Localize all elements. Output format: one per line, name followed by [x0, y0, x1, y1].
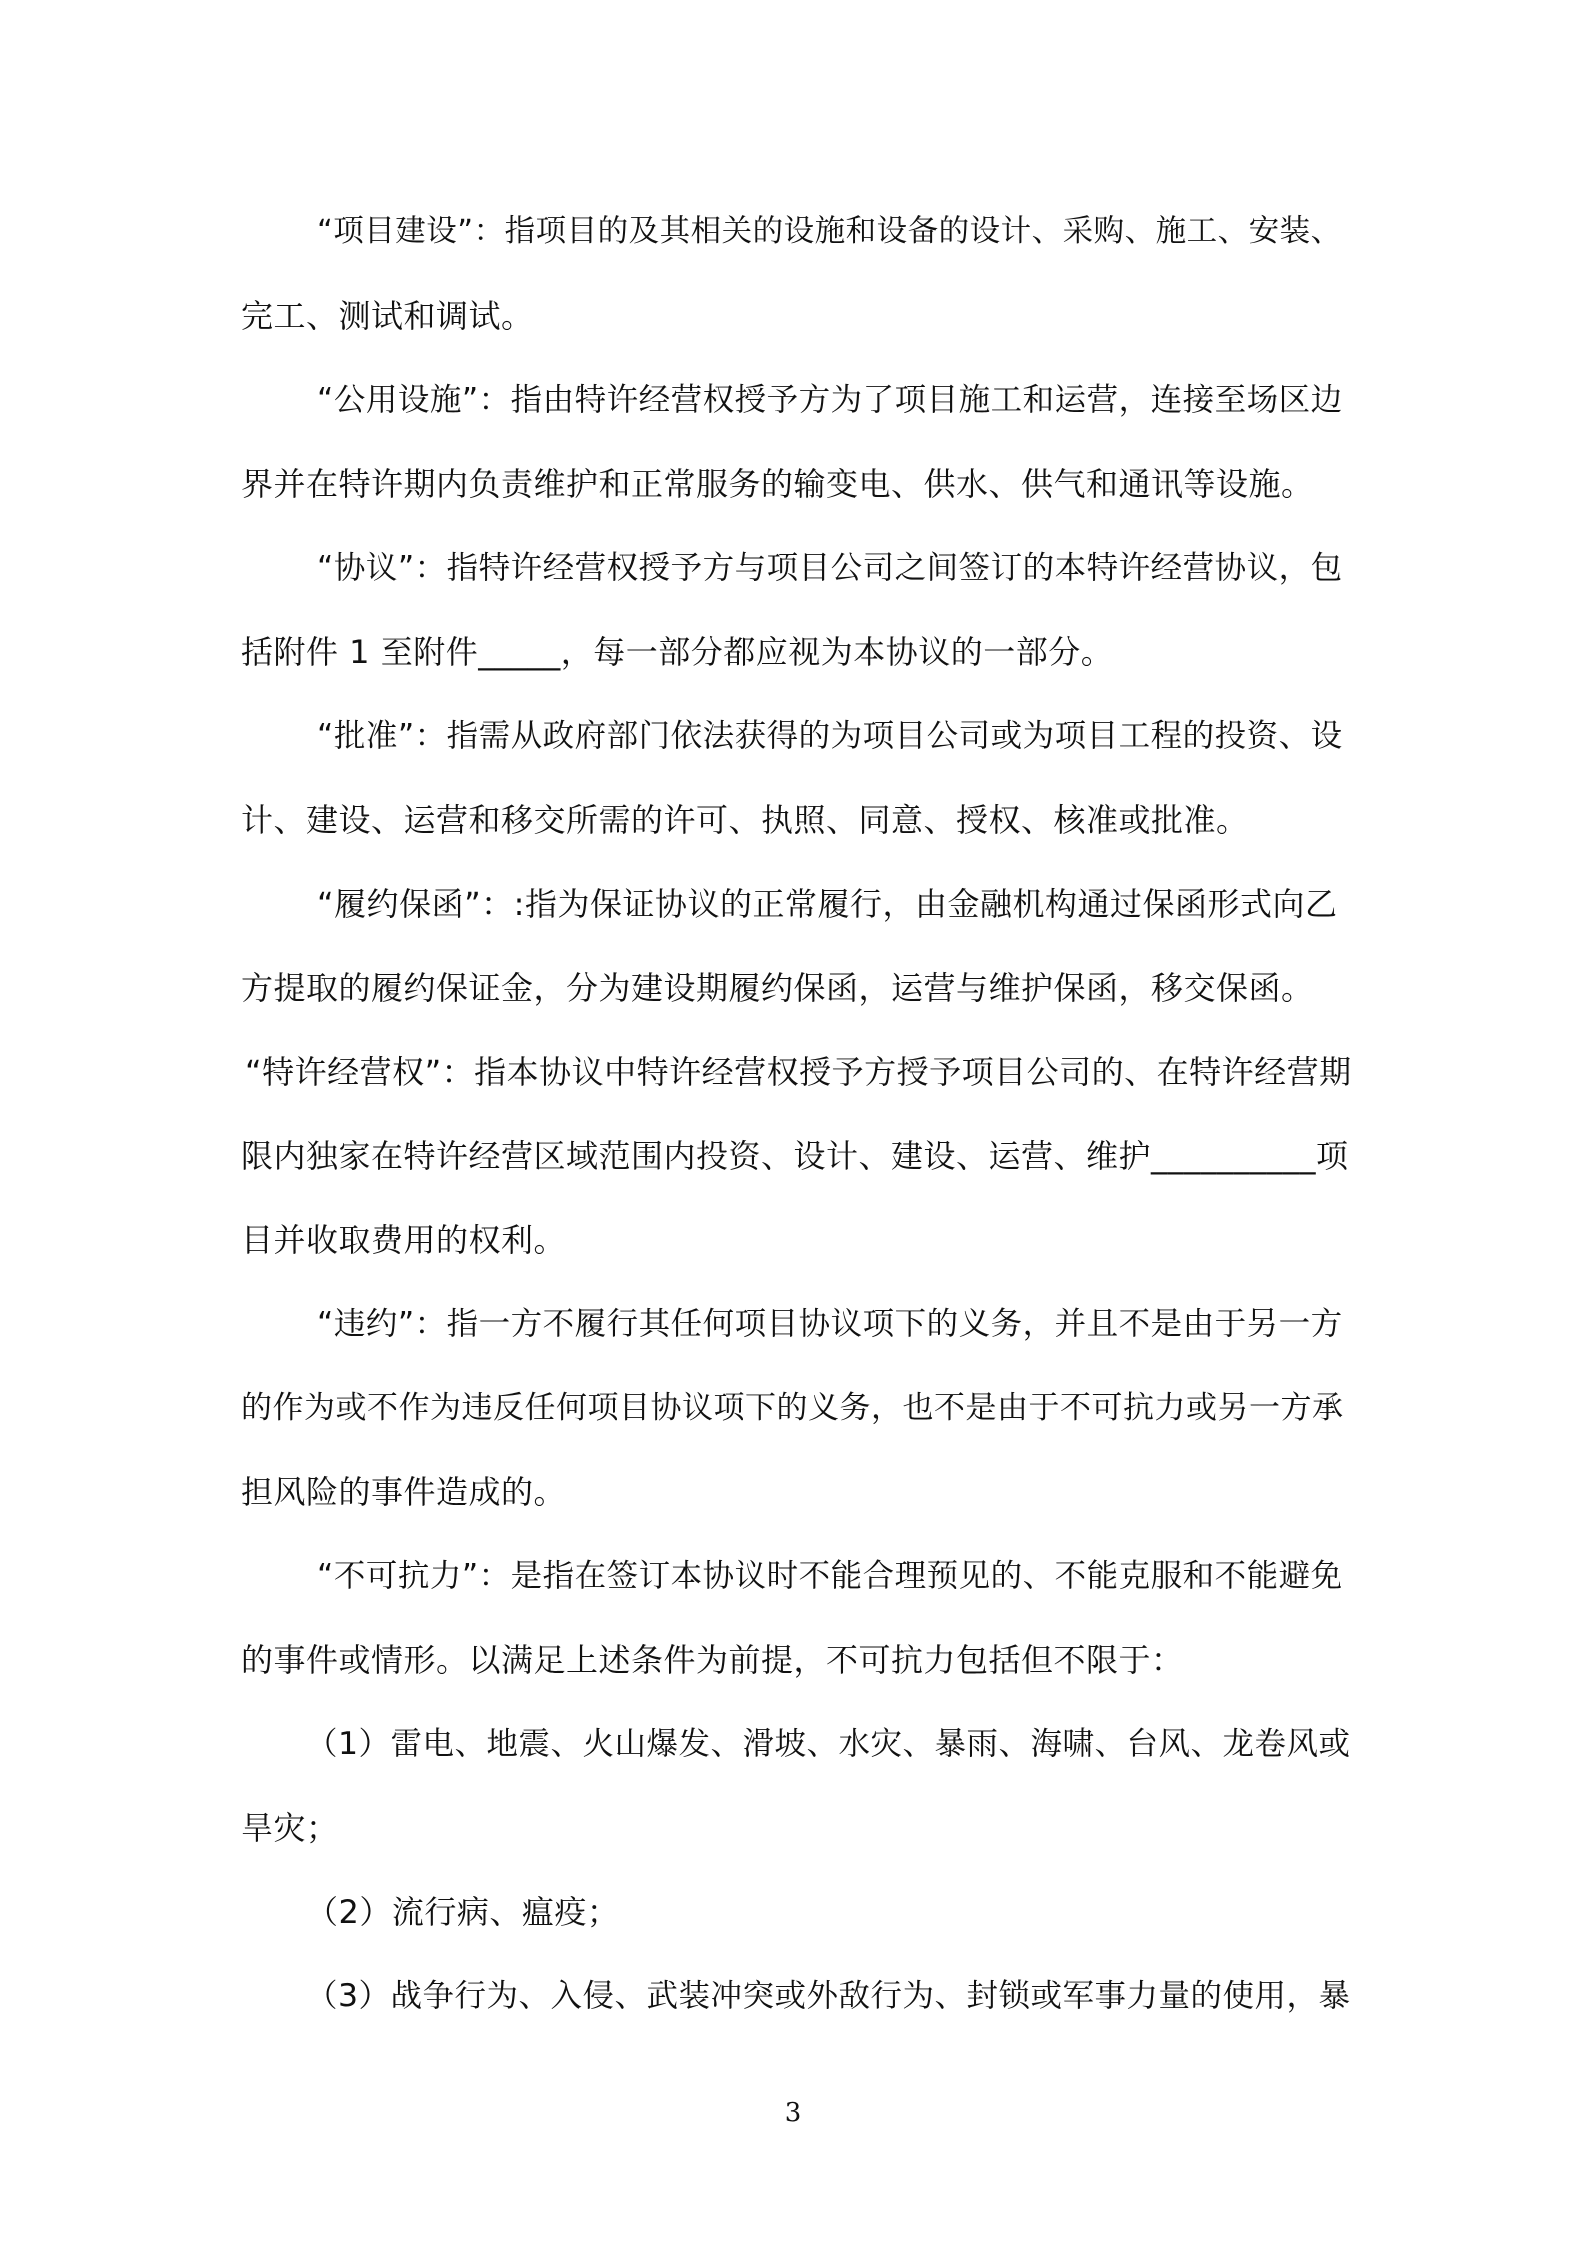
text-line-10: 方提取的履约保证金，分为建设期履约保函，运营与维护保函，移交保函。: [241, 969, 1314, 1007]
text-line-11: “特许经营权”：指本协议中特许经营权授予方授予项目公司的、在特许经营期: [245, 1053, 1352, 1091]
text-line-19: （1）雷电、地震、火山爆发、滑坡、水灾、暴雨、海啸、台风、龙卷风或: [306, 1726, 1351, 1762]
text-line-20: 旱灾；: [241, 1809, 339, 1847]
text-line-1: “项目建设”：指项目的及其相关的设施和设备的设计、采购、施工、安装、: [317, 214, 1342, 249]
text-line-9: “履约保函”：:指为保证协议的正常履行，由金融机构通过保函形式向乙: [317, 885, 1338, 923]
page-number: 3: [784, 2098, 802, 2128]
text-line-6: 括附件 1 至附件_____，每一部分都应视为本协议的一部分。: [241, 633, 1114, 671]
text-line-13: 目并收取费用的权利。: [241, 1221, 567, 1259]
text-line-4: 界并在特许期内负责维护和正常服务的输变电、供水、供气和通讯等设施。: [241, 465, 1314, 503]
text-line-7: “批准”：指需从政府部门依法获得的为项目公司或为项目工程的投资、设: [317, 718, 1343, 754]
text-line-14: “违约”：指一方不履行其任何项目协议项下的义务，并且不是由于另一方: [317, 1306, 1343, 1342]
text-line-2: 完工、测试和调试。: [241, 297, 534, 335]
text-line-8: 计、建设、运营和移交所需的许可、执照、同意、授权、核准或批准。: [241, 801, 1249, 839]
text-line-15: 的作为或不作为违反任何项目协议项下的义务，也不是由于不可抗力或另一方承: [241, 1390, 1344, 1426]
text-line-12: 限内独家在特许经营区域范围内投资、设计、建设、运营、维护__________项: [241, 1137, 1349, 1175]
text-line-17: “不可抗力”：是指在签订本协议时不能合理预见的、不能克服和不能避免: [317, 1558, 1343, 1594]
text-line-22: （3）战争行为、入侵、武装冲突或外敌行为、封锁或军事力量的使用，暴: [306, 1978, 1351, 2014]
text-line-21: （2）流行病、瘟疫；: [306, 1893, 620, 1931]
text-line-5: “协议”：指特许经营权授予方与项目公司之间签订的本特许经营协议，包: [317, 550, 1343, 586]
text-line-18: 的事件或情形。以满足上述条件为前提，不可抗力包括但不限于：: [241, 1641, 1184, 1679]
text-line-16: 担风险的事件造成的。: [241, 1473, 567, 1511]
text-line-3: “公用设施”：指由特许经营权授予方为了项目施工和运营，连接至场区边: [317, 382, 1343, 418]
